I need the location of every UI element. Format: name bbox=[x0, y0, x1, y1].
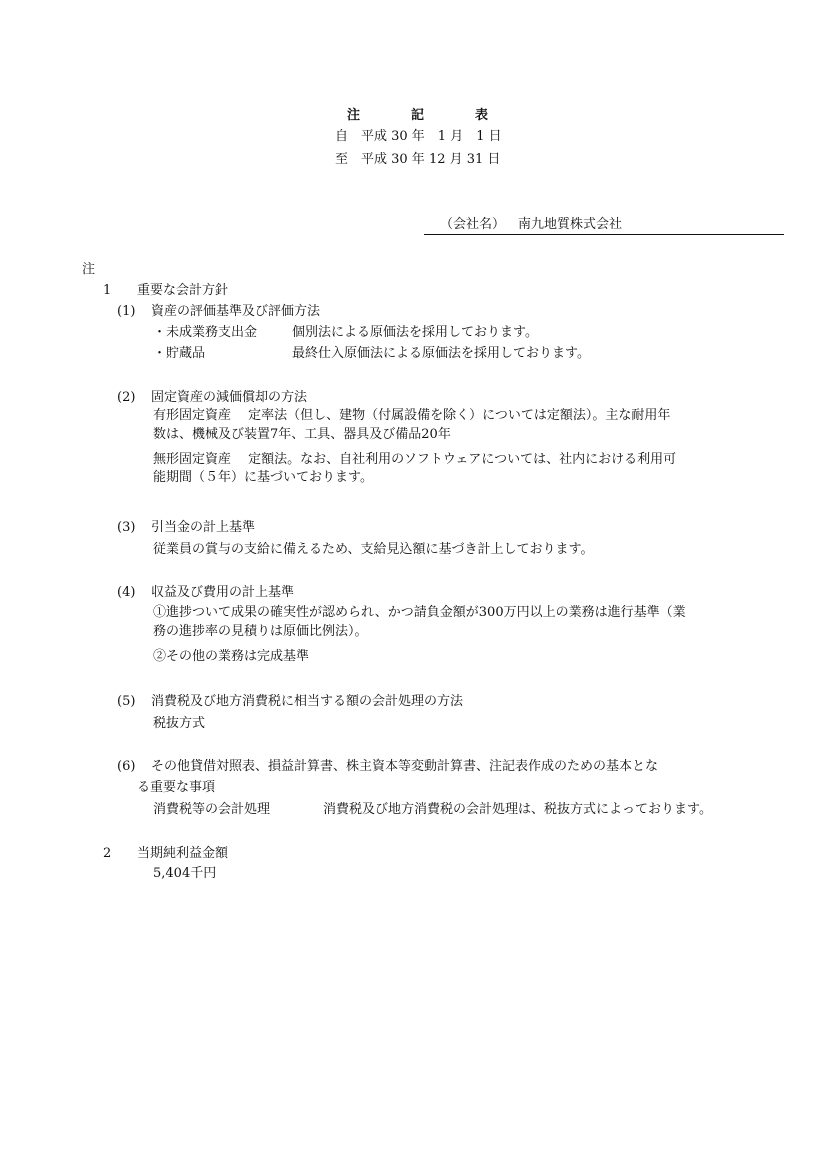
item5-line1: 税抜方式 bbox=[153, 716, 206, 731]
item4-title: 収益及び費用の計上基準 bbox=[151, 585, 295, 600]
item1-number: (1) bbox=[117, 304, 136, 319]
item1-row2-text: 最終仕入原価法による原価法を採用しております。 bbox=[292, 346, 590, 361]
period-from: 自 平成 30 年 1 月 1 日 bbox=[335, 129, 502, 144]
period-to: 至 平成 30 年 12 月 31 日 bbox=[335, 152, 501, 167]
item3-title: 引当金の計上基準 bbox=[151, 520, 256, 535]
section1-number: 1 bbox=[103, 283, 112, 298]
section2-title: 当期純利益金額 bbox=[137, 846, 229, 861]
item2-number: (2) bbox=[117, 390, 136, 405]
item1-title: 資産の評価基準及び評価方法 bbox=[151, 304, 321, 319]
item4-line3: ②その他の業務は完成基準 bbox=[153, 649, 310, 664]
notes-heading: 注 bbox=[82, 262, 96, 277]
item2-para1-line1: 有形固定資産 定率法（但し、建物（付属設備を除く）については定額法）。主な耐用年 bbox=[153, 408, 671, 423]
item3-number: (3) bbox=[117, 520, 136, 535]
item6-title-line1: その他貸借対照表、損益計算書、株主資本等変動計算書、注記表作成のための基本とな bbox=[151, 759, 659, 774]
company-label: （会社名） bbox=[440, 217, 506, 232]
item4-line2: 務の進捗率の見積りは原価比例法）。 bbox=[153, 624, 368, 639]
title-char-3: 表 bbox=[475, 108, 489, 123]
item2-title: 固定資産の減価償却の方法 bbox=[151, 390, 308, 405]
item2-para1-line2: 数は、機械及び装置7年、工具、器具及び備品20年 bbox=[153, 427, 451, 442]
item5-number: (5) bbox=[117, 694, 136, 709]
item1-row2-label: ・貯蔵品 bbox=[153, 346, 206, 361]
item6-number: (6) bbox=[117, 759, 136, 774]
title-char-1: 注 bbox=[347, 108, 361, 123]
title-char-2: 記 bbox=[411, 108, 425, 123]
section1-title: 重要な会計方針 bbox=[137, 283, 229, 298]
item2-para2-line1: 無形固定資産 定額法。なお、自社利用のソフトウェアについては、社内における利用可 bbox=[153, 452, 677, 467]
item6-label: 消費税等の会計処理 bbox=[153, 802, 271, 817]
item1-row1-label: ・未成業務支出金 bbox=[153, 325, 258, 340]
company-underline bbox=[424, 234, 784, 235]
item6-text: 消費税及び地方消費税の会計処理は、税抜方式によっております。 bbox=[323, 802, 712, 817]
company-name: 南九地質株式会社 bbox=[518, 217, 623, 232]
item2-para2-line2: 能期間（５年）に基づいております。 bbox=[153, 470, 373, 485]
item4-line1: ①進捗ついて成果の確実性が認められ、かつ請負金額が300万円以上の業務は進行基準（業 bbox=[153, 605, 686, 620]
item5-title: 消費税及び地方消費税に相当する額の会計処理の方法 bbox=[151, 694, 464, 709]
net-income-value: 5,404千円 bbox=[153, 866, 217, 881]
item4-number: (4) bbox=[117, 585, 136, 600]
item6-title-line2: る重要な事項 bbox=[137, 780, 216, 795]
section2-number: 2 bbox=[103, 846, 112, 861]
item1-row1-text: 個別法による原価法を採用しております。 bbox=[292, 325, 538, 340]
item3-line1: 従業員の賞与の支給に備えるため、支給見込額に基づき計上しております。 bbox=[153, 542, 594, 557]
